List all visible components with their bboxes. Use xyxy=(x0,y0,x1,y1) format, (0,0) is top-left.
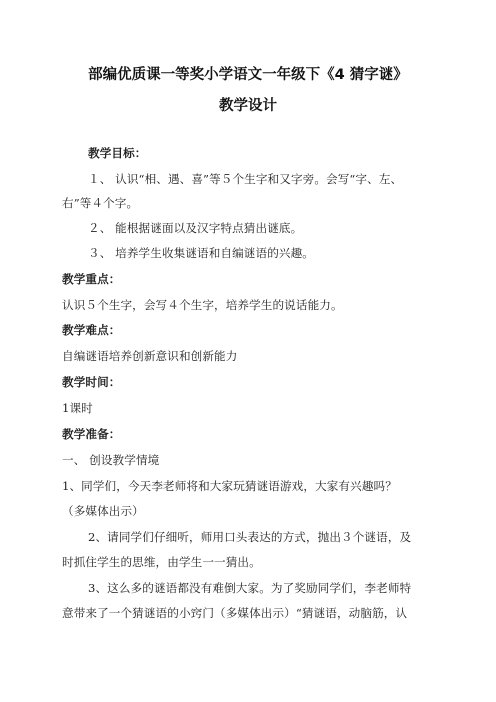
paragraph-1-line-1: 1、同学们，今天李老师将和大家玩猜谜语游戏，大家有兴趣吗？ xyxy=(62,479,397,493)
goal-1-line-2: 右”等４个字。 xyxy=(62,196,139,210)
time-text: 1课时 xyxy=(62,401,93,415)
document-title: 部编优质课一等奖小学语文一年级下《4 猜字谜》 xyxy=(88,67,408,83)
key-points-heading: 教学重点： xyxy=(62,272,121,286)
paragraph-2-line-1: 2、请同学们仔细听，师用口头表达的方式，抛出３个谜语，及 xyxy=(88,530,412,544)
difficulty-heading: 教学难点： xyxy=(62,323,121,337)
difficulty-text: 自编谜语培养创新意识和创新能力 xyxy=(62,349,238,363)
goals-heading: 教学目标： xyxy=(88,146,147,160)
paragraph-2-line-2: 时抓住学生的思维，由学生一一猜出。 xyxy=(62,555,261,569)
paragraph-1-line-2: （多媒体出示） xyxy=(62,504,144,518)
document-subtitle: 教学设计 xyxy=(219,98,277,114)
step-1-heading: 一、 创设教学情境 xyxy=(62,453,160,467)
paragraph-3-line-1: 3、这么多的谜语都没有难倒大家。为了奖励同学们，李老师特 xyxy=(88,581,412,595)
goal-1-line-1: １、 认识“相、遇、喜”等５个生字和又字旁。会写“字、左、 xyxy=(88,172,403,186)
preparation-heading: 教学准备： xyxy=(62,427,121,441)
time-heading: 教学时间： xyxy=(62,375,121,389)
goal-3: ３、 培养学生收集谜语和自编谜语的兴趣。 xyxy=(88,246,314,260)
paragraph-3-line-2: 意带来了一个猜谜语的小窍门（多媒体出示）“猜谜语，动脑筋，认 xyxy=(62,606,408,620)
key-points-text: 认识５个生字，会写４个生字，培养学生的说话能力。 xyxy=(62,298,343,312)
goal-2: ２、 能根据谜面以及汉字特点猜出谜底。 xyxy=(88,221,303,235)
